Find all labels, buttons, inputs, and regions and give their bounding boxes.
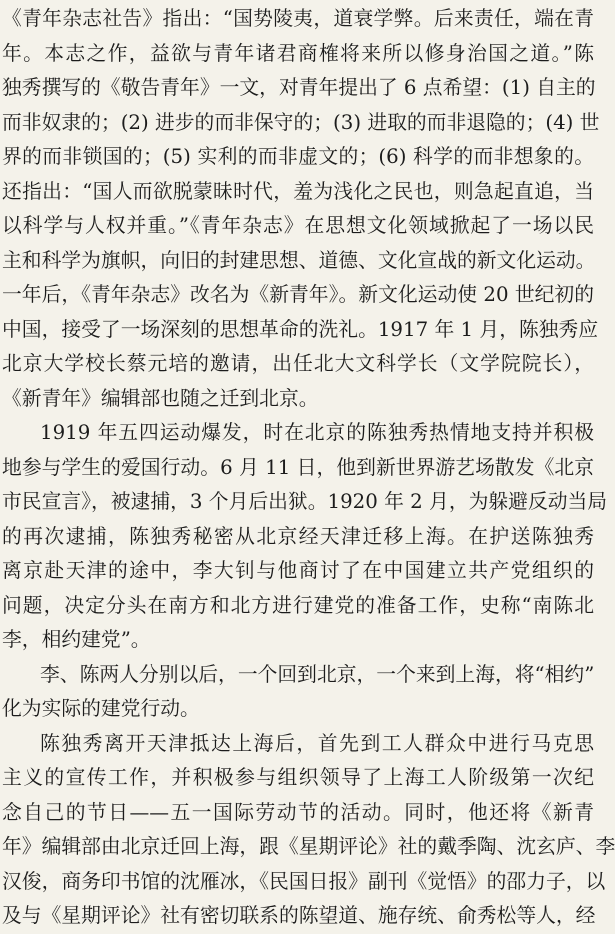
text-line: 而非奴隶的；(2) 进步的而非保守的；(3) 进取的而非退隐的；(4) 世 (2, 110, 600, 134)
paragraph-1 (2, 2, 602, 416)
text-line: 主和科学为旗帜，向旧的封建思想、道德、文化宣战的新文化运动。 (2, 248, 596, 272)
text-line: 李，相约建党”。 (2, 628, 151, 651)
text-line: 独秀撰写的《敬告青年》一文，对青年提出了 6 点希望：(1) 自主的 (2, 76, 596, 99)
text-line: 一年后，《青年杂志》改名为《新青年》。新文化运动使 20 世纪初的 (2, 283, 594, 306)
text-line: 1919 年五四运动爆发，时在北京的陈独秀热情地支持并积极 (40, 421, 594, 444)
text-line: 《新青年》编辑部也随之迁到北京。 (2, 386, 319, 410)
text-line: 《青年杂志社告》指出：“国势陵夷，道衰学弊。后来责任，端在青 (2, 7, 594, 30)
text-line: 李、陈两人分别以后，一个回到北京，一个来到上海，将“相约” (40, 662, 595, 686)
paragraph-2 (2, 416, 608, 658)
body-text (2, 2, 615, 934)
paragraph-3 (2, 658, 602, 727)
text-line: 念自己的节日——五一国际劳动节的活动。同时，他还将《新青 (2, 800, 594, 824)
text-line: 界的而非锁国的；(5) 实利的而非虚文的；(6) 科学的而非想象的。 (2, 145, 594, 168)
text-line: 离京赴天津的途中，李大钊与他商讨了在中国建立共产党组织的 (2, 559, 594, 582)
text-line: 问题，决定分头在南方和北方进行建党的准备工作，史称“南陈北 (2, 593, 594, 617)
text-line: 年。本志之作，益欲与青年诸君商榷将来所以修身治国之道。”陈 (2, 41, 594, 65)
text-line: 及与《星期评论》社有密切联系的陈望道、施存统、俞秀松等人，经 (2, 904, 596, 927)
text-line: 汉俊，商务印书馆的沈雁冰，《民国日报》副刊《觉悟》的邵力子，以 (2, 869, 606, 893)
text-line: 陈独秀离开天津抵达上海后，首先到工人群众中进行马克思 (40, 731, 594, 755)
text-line: 化为实际的建党行动。 (2, 697, 200, 720)
text-line: 的再次逮捕，陈独秀秘密从北京经天津迁移上海。在护送陈独秀 (2, 524, 594, 548)
text-line: 以科学与人权并重。”《青年杂志》在思想文化领域掀起了一场以民 (2, 214, 594, 237)
text-line: 年》编辑部由北京迁回上海，跟《星期评论》社的戴季陶、沈玄庐、李 (2, 835, 615, 858)
paragraph-4 (2, 727, 615, 934)
text-line: 市民宣言》，被逮捕，3 个月后出狱。1920 年 2 月，为躲避反动当局 (2, 490, 608, 513)
text-line: 还指出：“国人而欲脱蒙昧时代，羞为浅化之民也，则急起直追，当 (2, 179, 594, 203)
text-line: 北京大学校长蔡元培的邀请，出任北大文科学长（文学院院长）， (2, 352, 594, 375)
text-line: 主义的宣传工作，并积极参与组织领导了上海工人阶级第一次纪 (2, 766, 594, 789)
text-line: 中国，接受了一场深刻的思想革命的洗礼。1917 年 1 月，陈独秀应 (2, 317, 599, 341)
text-line: 地参与学生的爱国行动。6 月 11 日，他到新世界游艺场散发《北京 (2, 455, 594, 479)
